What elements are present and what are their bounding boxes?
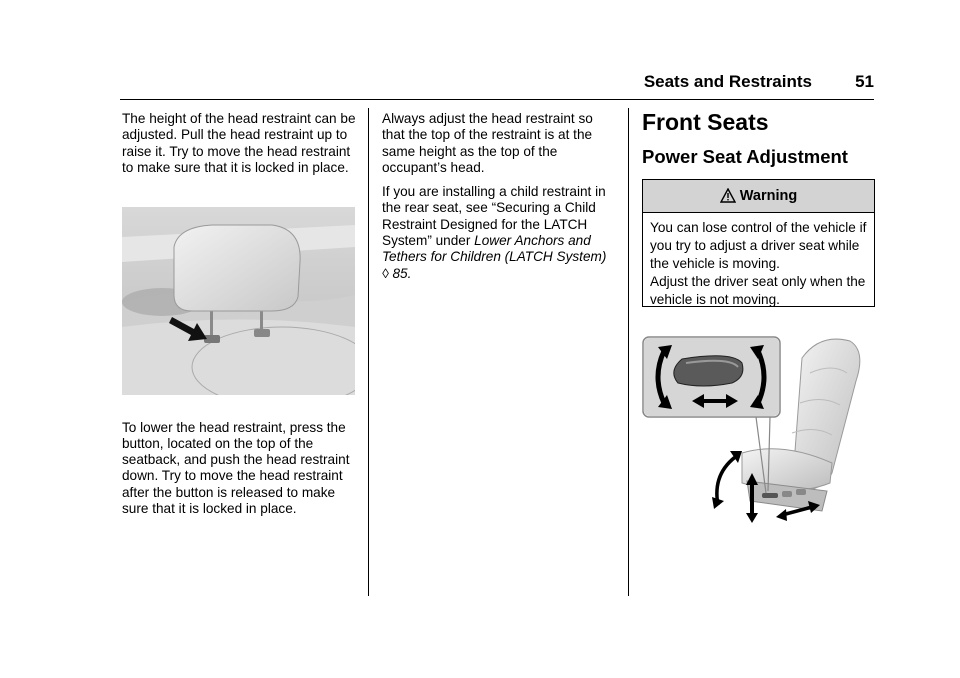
child-restraint-text: If you are installing a child restraint in the rear seat, see “Securing a Child Restraint Designed for the LATCH System” under: [382, 184, 606, 249]
head-restraint-lower-paragraph: To lower the head restraint, press the button, located on the top of the seatback, and push the head restraint down. Try to move the head restraint after the button is released to make sure that it is locked in place.: [122, 419, 350, 517]
warning-triangle-icon: [720, 188, 736, 203]
power-seat-illustration: [642, 333, 874, 523]
section-heading: Front Seats: [642, 109, 769, 135]
warning-line-1: You can lose control of the vehicle if you try to adjust a driver seat while the vehicle is moving.: [650, 220, 867, 271]
column-3: [642, 108, 878, 168]
page-ref-icon: ◊: [382, 265, 389, 281]
warning-box: [642, 179, 875, 307]
sentence-end: .: [407, 265, 412, 281]
header-rule: [120, 99, 874, 100]
section-title: Seats and Restraints: [643, 72, 812, 91]
subsection-heading: Power Seat Adjustment: [642, 146, 848, 167]
column-1-bottom: [122, 406, 358, 531]
page-number: 51: [855, 72, 874, 91]
page-header: [120, 72, 874, 96]
column-divider-2: [628, 108, 629, 596]
child-restraint-paragraph: [382, 184, 612, 282]
warning-header: [643, 180, 874, 213]
column-divider-1: [368, 108, 369, 596]
warning-label: Warning: [739, 188, 798, 204]
latch-link[interactable]: Lower Anchors and Tethers for Children (LATCH System): [382, 233, 607, 265]
warning-line-2: Adjust the driver seat only when the vehicle is not moving.: [650, 274, 866, 307]
warning-body: [643, 213, 874, 309]
head-restraint-height-paragraph: Always adjust the head restraint so that the top of the restraint is at the same height as the top of the occupant’s head.: [382, 111, 593, 175]
page-ref-number[interactable]: 85: [392, 265, 408, 281]
column-2: [382, 111, 612, 282]
column-1: [122, 111, 358, 176]
head-restraint-raise-paragraph: The height of the head restraint can be adjusted. Pull the head restraint up to raise it. Try to move the head restraint to make sure that it is locked in place.: [122, 111, 356, 175]
head-restraint-illustration: [122, 207, 355, 395]
